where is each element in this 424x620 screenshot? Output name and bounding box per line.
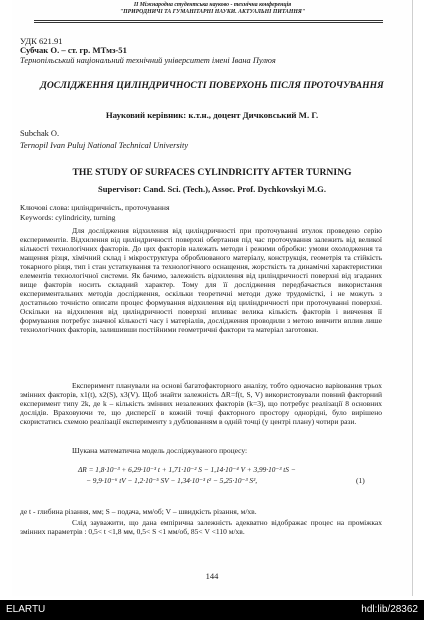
equation-number: (1) <box>356 476 365 485</box>
paragraph-text: Слід зауважити, що дана емпірична залежність адекватно відображає процес на проміжках змінних параметрів : 0,5< t <1,8 мм, 0,5< S <1 мм/об, 85< V <110 м/хв. <box>20 518 382 536</box>
authors-ua: Субчак О. – ст. гр. МТмз-51 <box>20 45 127 55</box>
paragraph-text: Для дослідження відхилення від циліндричності при проточуванні втулок проведено серію експериментів. Відхилення від циліндричності поверхні обертання під час проточування залежить від великої кількості технологічних факторів. До цих факторів належать методи і режими обробки: умови охолодження та мащення різця, хімічний склад і мікроструктура оброблюваного матеріалу, конструкція, геометрія та стійкість токарного різця, тип і стан устаткування та технологічного оснащення, жорсткість та динамічні характеристики елементів технологічної системи. Як бачимо, залежність відхилення від циліндричності поверхні від згаданих вище факторів носить складний характер. Тому для її дослідження передбачається використання експериментальних методів дослідження, оскільки теоретичні методи дуже трудомісткі, і не можуть з достатньою точністю описати процес формування відхилення від циліндричності при проточуванні поверхні. Оскільки на відхилення від циліндричності поверхні впливає велика кількість факторів і вивчення її формування потребує значної кількості часу і матеріалів, дослідження проводили з метою вивчити вплив лише технологічних факторів, залишивши постійними геометричні фактори та матеріал заготовки. <box>20 226 382 334</box>
footer-bar <box>0 600 424 620</box>
repository-name: ELARTU <box>6 604 46 615</box>
header-rule-bottom <box>34 22 383 23</box>
university-en: Ternopil Ivan Puluj National Technical University <box>20 141 189 150</box>
page-number: 144 <box>205 571 219 581</box>
paragraph-intro <box>20 226 382 334</box>
paragraph-text: де t - глибина різання, мм; S – подача, мм/об; V – швидкість різання, м/хв. <box>20 507 257 516</box>
paragraph-experiment <box>20 381 382 426</box>
paragraph-text: Шукана математична модель досліджуваного процесу: <box>72 446 248 455</box>
paragraph-conclusion <box>20 518 382 536</box>
title-en: THE STUDY OF SURFACES CYLINDRICITY AFTER TURNING <box>72 167 352 178</box>
university-ua: Тернопільський національний технічний університет імені Івана Пулюя <box>20 56 276 65</box>
equation-line-2: − 9,9·10⁻⁶ tV − 1,2·10⁻⁵ SV − 1,34·10⁻³ t² − 5,25·10⁻³ S², <box>86 476 258 485</box>
conference-line-1: II Міжнародна студентська науково - технічна конференція <box>133 2 292 8</box>
supervisor-ua: Науковий керівник: к.т.н., доцент Дичковський М. Г. <box>105 110 319 120</box>
equation <box>78 464 358 486</box>
conference-line-2: "ПРИРОДНИЧІ ТА ГУМАНІТАРНІ НАУКИ. АКТУАЛЬНІ ПИТАННЯ" <box>119 9 306 15</box>
paragraph-variables <box>20 507 382 516</box>
conference-header <box>110 2 315 16</box>
handle-link[interactable]: hdl:lib/28362 <box>361 604 418 615</box>
paragraph-text: Експеримент планували на основі багатофакторного аналізу, тобто одночасно варіювання трьох змінних факторів, x1(t), x2(S), x3(V). Щоб знайти залежність ΔR=f(t, S, V) використовували повний факторний експеримент типу 2k, де k – кількість змінних незалежних факторів (k=3), що потребує реалізації 8 основних дослідів. Враховуючи те, що дисперсії в кожній точці факторного простору однорідні, було вирішено скористатись схемою реалізації експерименту з дублюванням в одній точці (у центрі плану) чотири рази. <box>20 381 382 426</box>
keywords-ua: Ключові слова: циліндричність, проточування <box>20 203 170 212</box>
paragraph-model-intro <box>20 446 382 455</box>
keywords-en: Keywords: cylindricity, turning <box>20 213 116 222</box>
equation-line-1: ΔR = 1,8·10⁻³ + 6,29·10⁻³ t + 1,71·10⁻² S − 1,14·10⁻⁴ V + 3,99·10⁻³ tS − <box>78 465 296 474</box>
header-rule-top <box>34 20 383 21</box>
supervisor-en: Supervisor: Cand. Sci. (Tech.), Assoc. Prof. Dychkovskyi M.G. <box>98 184 326 194</box>
title-ua: ДОСЛІДЖЕННЯ ЦИЛІНДРИЧНОСТІ ПОВЕРХОНЬ ПІСЛЯ ПРОТОЧУВАННЯ <box>40 80 384 91</box>
udc-code: УДК 621.91 <box>20 36 63 46</box>
author-en: Subchak O. <box>20 129 60 138</box>
